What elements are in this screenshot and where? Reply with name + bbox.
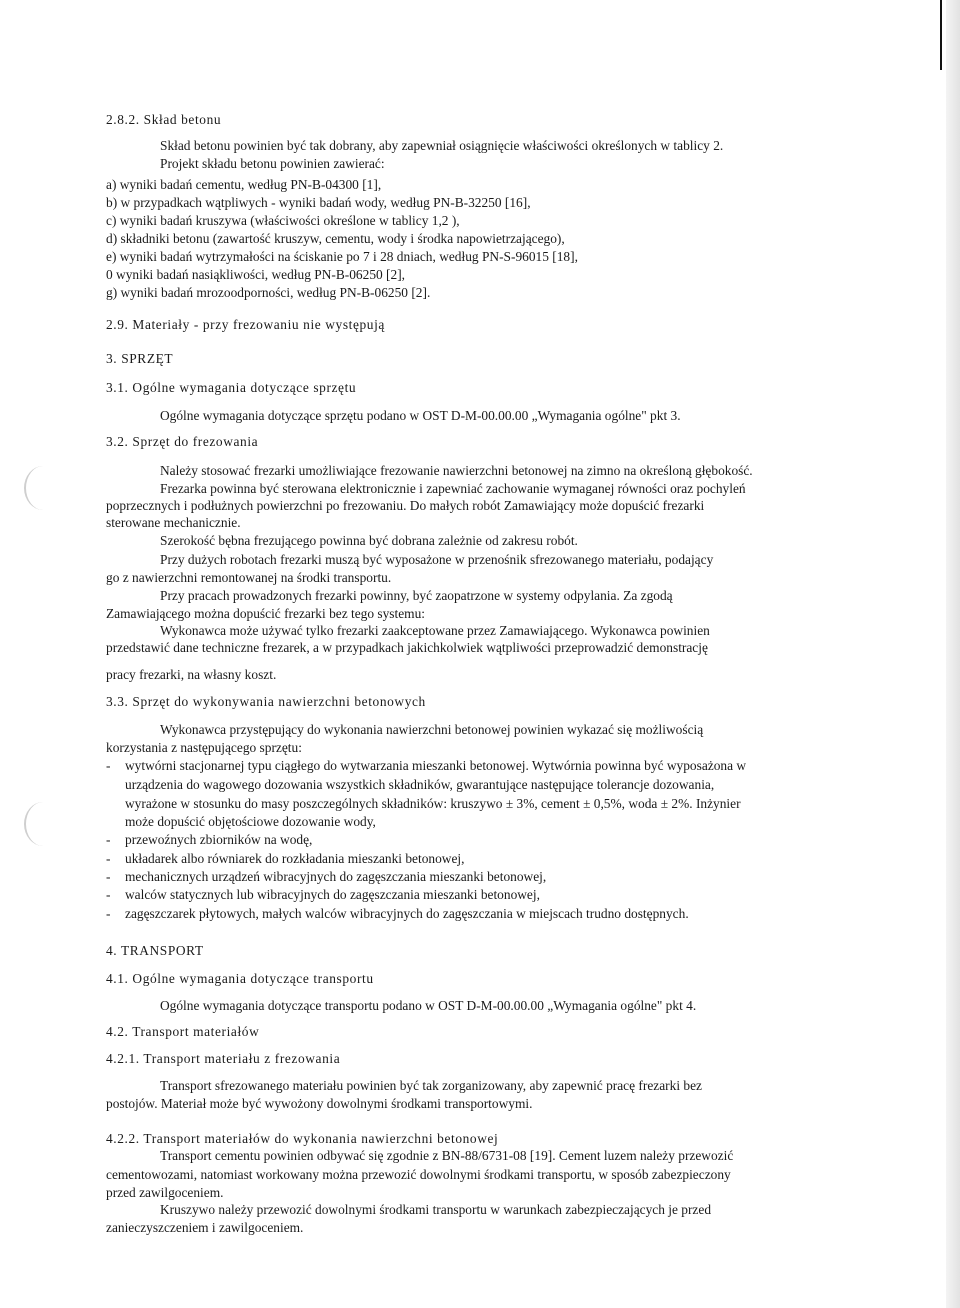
paragraph-line: Wykonawca przystępujący do wykonania nawierzchni betonowej powinien wykazać się możliwością bbox=[160, 722, 704, 737]
list-item: może dopuścić objętościowe dozowanie wody, bbox=[125, 814, 376, 829]
section-heading: 3.3. Sprzęt do wykonywania nawierzchni betonowych bbox=[106, 694, 426, 709]
paragraph-line: Kruszywo należy przewozić dowolnymi środkami transportu w warunkach zabezpieczających je przed bbox=[160, 1202, 712, 1217]
list-dash: - bbox=[106, 851, 111, 866]
section-heading: 4.2. Transport materiałów bbox=[106, 1024, 260, 1039]
paragraph-line: korzystania z następującego sprzętu: bbox=[106, 740, 302, 755]
paragraph-line: poprzecznych i podłużnych powierzchni po frezowaniu. Do małych robót Zamawiający może dopuścić frezarki bbox=[106, 498, 705, 513]
paragraph-line: Przy dużych robotach frezarki muszą być wyposażone w przenośnik sfrezowanego materiału, podający bbox=[160, 552, 714, 567]
list-item: przewoźnych zbiorników na wodę, bbox=[125, 832, 313, 847]
section-heading: 4.2.1. Transport materiału z frezowania bbox=[106, 1051, 341, 1066]
section-heading: 4.1. Ogólne wymagania dotyczące transportu bbox=[106, 971, 374, 986]
paragraph-line: Szerokość bębna frezującego powinna być dobrana zależnie od zakresu robót. bbox=[160, 533, 578, 548]
list-item: zagęszczarek płytowych, małych walców wibracyjnych do zagęszczania w miejscach trudno dostępnych. bbox=[125, 906, 689, 921]
chapter-heading: 3. SPRZĘT bbox=[106, 351, 174, 366]
list-item: e) wyniki badań wytrzymałości na ściskanie po 7 i 28 dniach, według PN-S-96015 [18], bbox=[106, 249, 578, 264]
list-dash: - bbox=[106, 758, 111, 773]
list-item: g) wyniki badań mrozoodporności, według PN-B-06250 [2]. bbox=[106, 285, 431, 300]
section-heading: 2.9. Materiały - przy frezowaniu nie występują bbox=[106, 317, 385, 332]
list-item: a) wyniki badań cementu, według PN-B-04300 [1], bbox=[106, 177, 382, 192]
paragraph-line: Skład betonu powinien być tak dobrany, aby zapewniał osiągnięcie właściwości określonych w tablicy 2. bbox=[160, 138, 724, 153]
section-heading: 3.1. Ogólne wymagania dotyczące sprzętu bbox=[106, 380, 357, 395]
list-item: c) wyniki badań kruszywa (właściwości określone w tablicy 1,2 ), bbox=[106, 213, 460, 228]
list-item: wyrażone w stosunku do masy poszczególnych składników: kruszywo ± 3%, cement ± 0,5%, woda ± 2%. Inżynier bbox=[125, 796, 741, 811]
scan-edge bbox=[946, 0, 960, 1308]
paragraph-line: Ogólne wymagania dotyczące transportu podano w OST D-M-00.00.00 „Wymagania ogólne" pkt 4. bbox=[160, 998, 697, 1013]
list-dash: - bbox=[106, 832, 111, 847]
paragraph-line: Transport sfrezowanego materiału powinien być tak zorganizowany, aby zapewnić pracę frezarki bez bbox=[160, 1078, 702, 1093]
paragraph-line: Ogólne wymagania dotyczące sprzętu podano w OST D-M-00.00.00 „Wymagania ogólne" pkt 3. bbox=[160, 408, 681, 423]
scan-mark bbox=[940, 0, 942, 70]
list-item: mechanicznych urządzeń wibracyjnych do zagęszczania mieszanki betonowej, bbox=[125, 869, 547, 884]
list-item: wytwórni stacjonarnej typu ciągłego do wytwarzania mieszanki betonowej. Wytwórnia powinna być wyposażona w bbox=[125, 758, 747, 773]
punch-hole bbox=[24, 466, 62, 510]
list-item: układarek albo równiarek do rozkładania mieszanki betonowej, bbox=[125, 851, 465, 866]
list-item: 0 wyniki badań nasiąkliwości, według PN-B-06250 [2], bbox=[106, 267, 406, 282]
section-heading: 2.8.2. Skład betonu bbox=[106, 112, 222, 127]
paragraph-line: cementowozami, natomiast workowany można przewozić dowolnymi środkami transportu, w sposób zabezpieczony bbox=[106, 1167, 731, 1182]
paragraph-line: Należy stosować frezarki umożliwiające frezowanie nawierzchni betonowej na zimno na określoną głębokość. bbox=[160, 463, 753, 478]
paragraph-line: przed zawilgoceniem. bbox=[106, 1185, 224, 1200]
punch-hole bbox=[24, 802, 62, 846]
paragraph-line: pracy frezarki, na własny koszt. bbox=[106, 667, 277, 682]
paragraph-line: zanieczyszczeniem i zawilgoceniem. bbox=[106, 1220, 304, 1235]
list-dash: - bbox=[106, 887, 111, 902]
section-heading: 4.2.2. Transport materiałów do wykonania nawierzchni betonowej bbox=[106, 1131, 499, 1146]
paragraph-line: go z nawierzchni remontowanej na środki transportu. bbox=[106, 570, 392, 585]
list-dash: - bbox=[106, 869, 111, 884]
chapter-heading: 4. TRANSPORT bbox=[106, 943, 204, 958]
list-item: walców statycznych lub wibracyjnych do zagęszczania mieszanki betonowej, bbox=[125, 887, 540, 902]
paragraph-line: Transport cementu powinien odbywać się zgodnie z BN-88/6731-08 [19]. Cement luzem należy przewozić bbox=[160, 1148, 734, 1163]
paragraph-line: Przy pracach prowadzonych frezarki powinny, być zaopatrzone w systemy odpylania. Za zgodą bbox=[160, 588, 673, 603]
paragraph-line: przedstawić dane techniczne frezarek, a w przypadkach jakichkolwiek wątpliwości przeprowadzić demonstrację bbox=[106, 640, 708, 655]
list-item: d) składniki betonu (zawartość kruszyw, cementu, wody i środka napowietrzającego), bbox=[106, 231, 565, 246]
section-heading: 3.2. Sprzęt do frezowania bbox=[106, 434, 259, 449]
list-dash: - bbox=[106, 906, 111, 921]
list-item: b) w przypadkach wątpliwych - wyniki badań wody, według PN-B-32250 [16], bbox=[106, 195, 531, 210]
paragraph-line: Frezarka powinna być sterowana elektronicznie i zapewniać zachowanie wymaganej równości oraz pochyleń bbox=[160, 481, 746, 496]
paragraph-line: sterowane mechanicznie. bbox=[106, 515, 241, 530]
list-item: urządzenia do wagowego dozowania wszystkich składników, gwarantujące następujące tolerancje dozowania, bbox=[125, 777, 715, 792]
paragraph-line: Projekt składu betonu powinien zawierać: bbox=[160, 156, 385, 171]
paragraph-line: Wykonawca może używać tylko frezarki zaakceptowane przez Zamawiającego. Wykonawca powinien bbox=[160, 623, 710, 638]
paragraph-line: Zamawiającego można dopuścić frezarki bez tego systemu: bbox=[106, 606, 426, 621]
paragraph-line: postojów. Materiał może być wywożony dowolnymi środkami transportowymi. bbox=[106, 1096, 533, 1111]
